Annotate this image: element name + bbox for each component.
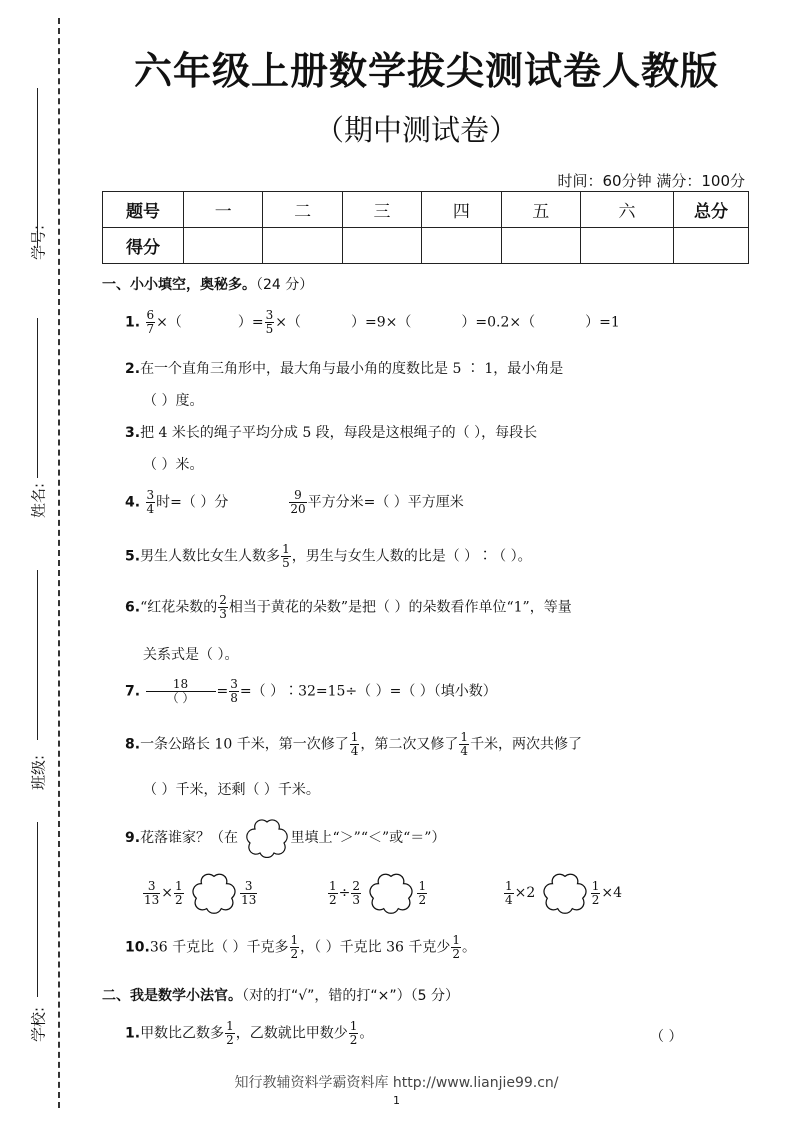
- fraction: [417, 880, 427, 907]
- text: ，乙数就比甲数少: [235, 1025, 348, 1042]
- denominator: 4: [505, 892, 513, 907]
- fraction: [290, 934, 300, 961]
- section-1-heading: [102, 274, 313, 294]
- school-label: 学校:: [29, 1006, 48, 1043]
- score-header-cell: 一: [184, 192, 263, 228]
- fraction: [289, 489, 306, 516]
- fraction: [218, 594, 228, 621]
- text: 花落谁家？（在: [140, 830, 239, 846]
- fraction: [143, 880, 160, 907]
- fraction: [240, 880, 257, 907]
- numerator: 9: [289, 489, 306, 503]
- judge-question-1: [125, 1020, 373, 1047]
- fraction: [351, 880, 361, 907]
- question-2: [125, 358, 563, 378]
- fraction: [146, 309, 156, 336]
- section-2-heading: [102, 985, 459, 1005]
- page-title: 六年级上册数学拔尖测试卷人教版: [133, 49, 719, 93]
- question-number: 5.: [125, 548, 141, 565]
- numerator: 1: [175, 878, 183, 893]
- text: 一条公路长 10 千米，第一次修了: [140, 736, 349, 753]
- fraction: [229, 678, 239, 705]
- denominator: 5: [265, 322, 274, 336]
- score-header-cell: 题号: [103, 192, 184, 228]
- score-cell[interactable]: [263, 228, 342, 264]
- question-number: 7.: [125, 683, 141, 700]
- text: =（ ）∶32=15÷（ ）=（ ）（填小数）: [239, 683, 497, 700]
- question-number: 1.: [125, 1025, 141, 1042]
- denominator: （ ）: [166, 691, 195, 705]
- numerator: 3: [143, 880, 160, 894]
- numerator: 1: [418, 878, 427, 893]
- text: ，（ ）千克比 36 千克少: [300, 939, 451, 956]
- fraction: [504, 880, 514, 907]
- text: 36 千克比（ ）千克多: [149, 939, 289, 956]
- exam-meta: 时间：60分钟 满分：100分: [557, 172, 745, 190]
- numerator: 1: [350, 730, 359, 744]
- text: ，男生与女生人数的比是（ ）∶（ ）。: [291, 548, 532, 565]
- question-number: 4.: [125, 494, 141, 511]
- question-5: [125, 543, 532, 570]
- score-cell[interactable]: [674, 228, 749, 264]
- question-10: [125, 934, 476, 961]
- text: ）=1: [585, 314, 620, 331]
- score-header-cell: 五: [501, 192, 580, 228]
- question-3: [125, 422, 537, 442]
- numerator: 1: [329, 878, 337, 893]
- answer-parentheses[interactable]: （ ）: [650, 1029, 683, 1045]
- denominator: 7: [146, 322, 155, 336]
- question-number: 2.: [125, 361, 141, 377]
- score-header-cell: 六: [581, 192, 674, 228]
- fraction: [174, 880, 184, 907]
- fraction: [225, 1020, 235, 1047]
- score-cell[interactable]: [184, 228, 263, 264]
- operator: ×: [161, 885, 174, 901]
- text: 。: [461, 939, 476, 956]
- question-number: 1.: [125, 314, 141, 331]
- denominator: 13: [144, 892, 160, 907]
- fraction: [591, 880, 601, 907]
- numerator: 18: [146, 678, 216, 692]
- text: ，第二次又修了: [360, 736, 459, 753]
- question-number: 10.: [125, 939, 150, 956]
- numerator: 3: [146, 488, 155, 502]
- numerator: 1: [452, 933, 460, 947]
- numerator: 3: [265, 308, 274, 322]
- numerator: 1: [226, 1019, 234, 1033]
- score-cell[interactable]: [581, 228, 674, 264]
- score-header-cell: 总分: [674, 192, 749, 228]
- compare-expression-3: [503, 872, 622, 914]
- compare-expression-2: [327, 872, 428, 914]
- text: ）=0.2×（: [461, 314, 536, 331]
- fraction: [146, 489, 156, 516]
- score-header-row: [103, 192, 749, 228]
- class-line: [37, 570, 38, 740]
- text: ）=9×（: [351, 314, 412, 331]
- text: 甲数比乙数多: [140, 1025, 225, 1042]
- denominator: 2: [290, 947, 299, 961]
- question-1: [125, 309, 620, 336]
- flower-answer-box[interactable]: [366, 872, 416, 914]
- flower-answer-box[interactable]: [189, 872, 239, 914]
- page-subtitle: （期中测试卷）: [314, 113, 518, 147]
- section-1-title: 一、小小填空，奥秘多。: [102, 277, 256, 293]
- denominator: 2: [349, 1033, 358, 1047]
- section-2-title: 二、我是数学小法官。: [102, 988, 242, 1004]
- question-number: 6.: [125, 599, 141, 616]
- operator: ×2: [514, 885, 536, 901]
- fraction: [281, 543, 291, 570]
- name-line: [37, 318, 38, 478]
- numerator: 1: [290, 933, 299, 947]
- text: 男生人数比女生人数多: [140, 548, 281, 565]
- score-row-label: 得分: [103, 228, 184, 264]
- denominator: 2: [591, 892, 600, 907]
- text: =: [216, 683, 229, 700]
- denominator: 2: [175, 892, 183, 907]
- operator: ×4: [601, 885, 623, 901]
- question-3-line-2: （ ）米。: [143, 457, 204, 473]
- denominator: 4: [146, 502, 155, 516]
- text: “红花朵数的: [140, 599, 218, 616]
- fraction: [350, 731, 360, 758]
- text: 千米，两次共修了: [470, 736, 583, 753]
- text: ）=: [237, 314, 264, 331]
- question-6-line-2: 关系式是（ ）。: [143, 647, 239, 663]
- score-row: [103, 228, 749, 264]
- numerator: 2: [352, 878, 361, 893]
- student-no-label: 学号:: [29, 224, 48, 261]
- footer-watermark: 知行教辅资料学霸资料库 http://www.lianjie99.cn/: [234, 1075, 559, 1091]
- question-number: 8.: [125, 736, 141, 753]
- question-8: [125, 731, 582, 758]
- score-cell[interactable]: [501, 228, 580, 264]
- numerator: 2: [219, 593, 227, 607]
- denominator: 2: [226, 1033, 234, 1047]
- denominator: 2: [452, 947, 460, 961]
- name-label: 姓名:: [29, 482, 48, 519]
- question-9: [125, 818, 445, 858]
- numerator: 3: [230, 677, 238, 691]
- question-4: [125, 489, 464, 516]
- fraction: [451, 934, 461, 961]
- section-1-points: （24 分）: [256, 277, 314, 293]
- question-text: 在一个直角三角形中，最大角与最小角的度数比是 5 ∶ 1，最小角是: [140, 361, 564, 377]
- fraction: [349, 1020, 359, 1047]
- flower-icon: [243, 818, 291, 858]
- denominator: 3: [352, 892, 361, 907]
- question-2-line-2: （ ）度。: [143, 393, 204, 409]
- denominator: 4: [460, 744, 469, 758]
- score-header-cell: 三: [342, 192, 421, 228]
- score-header-cell: 二: [263, 192, 342, 228]
- numerator: 1: [349, 1019, 358, 1033]
- numerator: 1: [460, 730, 469, 744]
- numerator: 3: [240, 880, 257, 894]
- question-7: [125, 678, 497, 705]
- dashed-binding-line: [58, 18, 60, 1108]
- text: ×（: [275, 314, 301, 331]
- score-cell[interactable]: [342, 228, 421, 264]
- numerator: 6: [146, 308, 155, 322]
- denominator: 4: [350, 744, 359, 758]
- text: 平方分米=（ ）平方厘米: [307, 494, 464, 511]
- denominator: 20: [290, 502, 306, 516]
- question-8-line-2: （ ）千米，还剩（ ）千米。: [143, 782, 320, 798]
- fraction: [328, 880, 338, 907]
- class-label: 班级:: [29, 754, 48, 791]
- question-text: 把 4 米长的绳子平均分成 5 段，每段是这根绳子的（ ），每段长: [140, 425, 538, 441]
- question-number: 3.: [125, 425, 141, 441]
- denominator: 8: [230, 691, 238, 705]
- numerator: 1: [591, 878, 600, 893]
- question-6: [125, 594, 572, 621]
- numerator: 1: [505, 878, 513, 893]
- score-header-cell: 四: [422, 192, 501, 228]
- text: 。: [359, 1025, 374, 1042]
- denominator: 3: [219, 607, 227, 621]
- numerator: 1: [282, 542, 290, 556]
- fraction: [146, 678, 216, 705]
- page-number: 1: [393, 1094, 400, 1107]
- compare-expression-1: [142, 872, 258, 914]
- text: 时=（ ）分: [156, 494, 229, 511]
- denominator: 2: [418, 892, 427, 907]
- denominator: 2: [329, 892, 337, 907]
- score-table: [102, 191, 749, 264]
- text: 里填上“＞”“＜”或“＝”）: [290, 830, 446, 846]
- score-cell[interactable]: [422, 228, 501, 264]
- fraction: [265, 309, 275, 336]
- text: ×（: [156, 314, 182, 331]
- denominator: 5: [282, 556, 290, 570]
- text: 相当于黄花的朵数”是把（ ）的朵数看作单位“1”，等量: [228, 599, 572, 616]
- question-number: 9.: [125, 830, 141, 846]
- fraction: [459, 731, 469, 758]
- section-2-points: （对的打“√”，错的打“×”）（5 分）: [242, 988, 460, 1004]
- school-line: [37, 822, 38, 997]
- denominator: 13: [241, 892, 257, 907]
- flower-answer-box[interactable]: [540, 872, 590, 914]
- operator: ÷: [338, 885, 351, 901]
